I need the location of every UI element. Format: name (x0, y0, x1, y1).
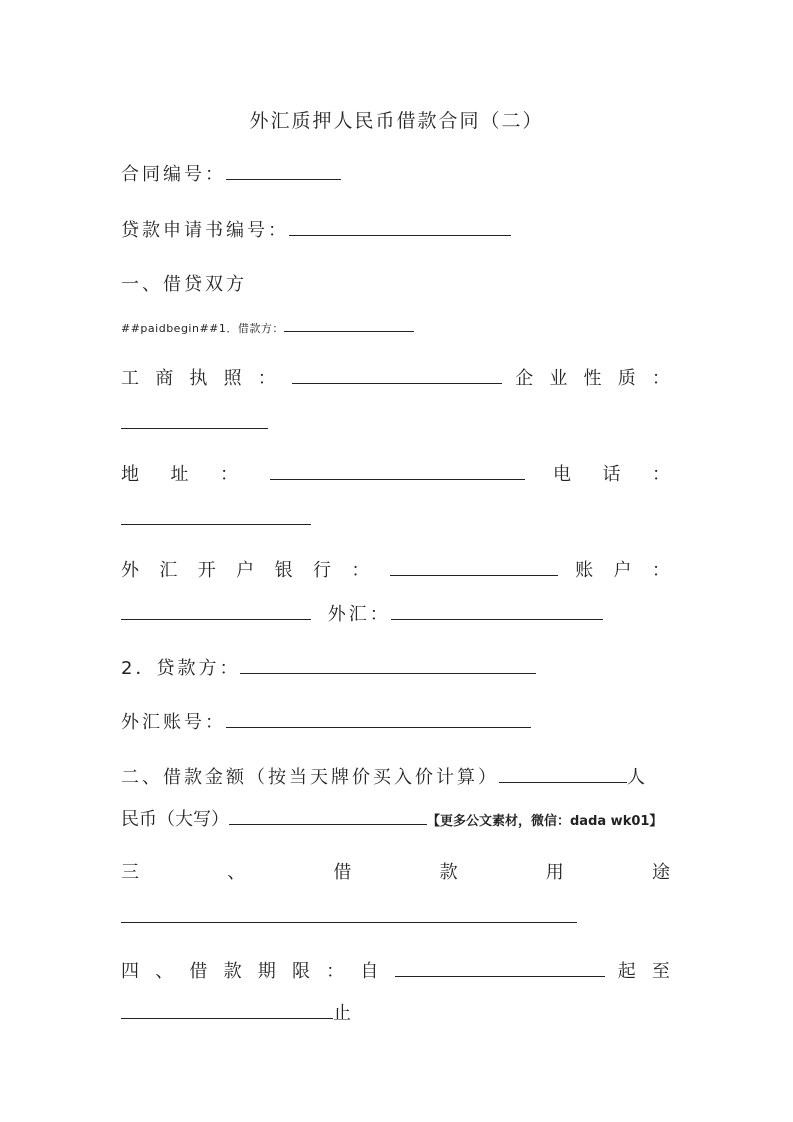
account-blank[interactable] (121, 601, 311, 620)
loan-amount-blank[interactable] (499, 764, 627, 783)
rmb-row (121, 805, 673, 831)
section-2-text: 二、借款金额（按当天牌价买入价计算） (121, 767, 499, 788)
section-3-row (121, 858, 673, 884)
business-license-char: 工 (121, 368, 142, 389)
account-char: 账 (575, 560, 597, 581)
enterprise-nature-char: ： (651, 368, 673, 389)
section-4-char: 自 (360, 961, 382, 982)
paid-marker: ##paidbegin##1．借款方： (121, 322, 284, 335)
borrower-row (121, 320, 673, 336)
enterprise-nature-char: 质 (617, 368, 639, 389)
section-3-char: 款 (439, 862, 461, 883)
enterprise-nature-char: 性 (583, 368, 605, 389)
business-license-char: 商 (155, 368, 177, 389)
loan-purpose-row (121, 904, 673, 928)
enterprise-nature-char: 企 (515, 368, 537, 389)
contract-number-row (121, 160, 673, 186)
application-number-row (121, 216, 673, 242)
fx-account-label: 外汇账号： (121, 712, 226, 733)
enterprise-nature-char: 业 (549, 368, 571, 389)
business-license-row (121, 364, 673, 390)
section-4-char: 款 (223, 961, 245, 982)
section-1-heading: 一、借贷双方 (121, 274, 247, 295)
account-char: ： (651, 560, 673, 581)
application-number-blank[interactable] (289, 217, 511, 236)
promo-text: 【更多公文素材，微信：dada wk01】 (427, 814, 663, 829)
lender-row (121, 654, 673, 680)
lender-label: 2．贷款方： (121, 658, 241, 679)
business-license-char: 照 (223, 368, 245, 389)
start-date-blank[interactable] (395, 958, 605, 977)
application-number-label: 贷款申请书编号： (121, 220, 289, 241)
fx-bank-row (121, 556, 673, 582)
phone-row (121, 506, 673, 530)
section-3-char: 、 (227, 862, 249, 883)
section-4-row (121, 957, 673, 983)
borrower-blank[interactable] (284, 320, 414, 332)
contract-number-label: 合同编号： (121, 164, 226, 185)
address-row (121, 460, 673, 486)
section-4-char: 、 (155, 961, 177, 982)
phone-blank[interactable] (121, 506, 311, 525)
fx-bank-char: 户 (236, 560, 258, 581)
section-4-char: 四 (121, 961, 142, 982)
enterprise-nature-row (121, 410, 673, 434)
document-title: 外汇质押人民币借款合同（二） (249, 110, 544, 132)
phone-char: 电 (553, 464, 574, 485)
business-license-char: ： (257, 368, 279, 389)
enterprise-nature-blank[interactable] (121, 410, 268, 429)
business-license-blank[interactable] (292, 365, 502, 384)
fx-account-blank[interactable] (226, 709, 531, 728)
address-blank[interactable] (270, 461, 525, 480)
fx-bank-char: 外 (121, 560, 142, 581)
section-4-char: 借 (189, 961, 211, 982)
fx-bank-char: 汇 (159, 560, 181, 581)
section-4-char: ： (326, 961, 348, 982)
fx-bank-char: 银 (274, 560, 296, 581)
rmb-label: 民币（大写） (121, 809, 229, 830)
fx-label: 外汇： (327, 604, 391, 625)
section-4-to-char: 起 (617, 961, 639, 982)
fx-bank-char: 行 (312, 560, 334, 581)
account-char: 户 (613, 560, 635, 581)
end-date-row (121, 999, 673, 1025)
address-char: ： (220, 464, 241, 485)
fx-bank-char: 开 (197, 560, 219, 581)
section-2-tail: 人 (627, 767, 648, 788)
section-3-char: 三 (121, 862, 142, 883)
section-4-end: 止 (333, 1003, 354, 1024)
section-4-char: 限 (291, 961, 313, 982)
fx-bank-char: ： (351, 560, 373, 581)
section-2-row (121, 763, 673, 789)
business-license-char: 执 (189, 368, 211, 389)
fx-bank-blank[interactable] (390, 557, 558, 576)
section-3-char: 途 (651, 862, 673, 883)
phone-char: 话 (602, 464, 624, 485)
fx-account-row (121, 708, 673, 734)
lender-blank[interactable] (240, 655, 536, 674)
fx-blank[interactable] (391, 601, 603, 620)
phone-char: ： (652, 464, 673, 485)
section-4-to-char: 至 (651, 961, 673, 982)
rmb-blank[interactable] (229, 806, 427, 825)
contract-number-blank[interactable] (226, 161, 341, 180)
section-4-char: 期 (257, 961, 279, 982)
address-char: 地 (121, 464, 142, 485)
section-3-char: 借 (333, 862, 355, 883)
end-date-blank[interactable] (121, 1000, 333, 1019)
address-char: 址 (170, 464, 192, 485)
account-row (121, 600, 673, 626)
section-3-char: 用 (545, 862, 567, 883)
loan-purpose-blank[interactable] (121, 904, 577, 923)
